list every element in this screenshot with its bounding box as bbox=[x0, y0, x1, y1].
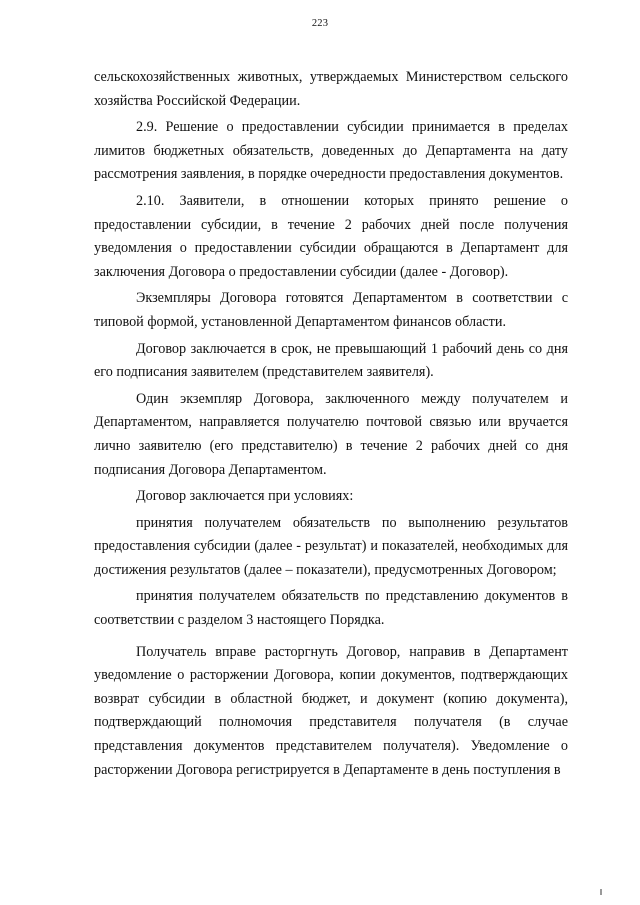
paragraph: сельскохозяйственных животных, утверждаемых Министерством сельского хозяйства Российской Федерации. bbox=[94, 69, 568, 109]
page-number: 223 bbox=[311, 18, 329, 29]
paragraph: Договор заключается при условиях: bbox=[136, 488, 354, 505]
paragraph: принятия получателем обязательств по представлению документов в соответствии с разделом 3 настоящего Порядка. bbox=[94, 588, 568, 629]
paragraph: Экземпляры Договора готовятся Департаментом в соответствии с типовой формой, установленной Департаментом финансов области. bbox=[94, 290, 568, 330]
paragraph: принятия получателем обязательств по выполнению результатов предоставления субсидии (далее - результат) и показателей, необходимых для достижения результатов (далее – показатели), предусмотренных Договором; bbox=[94, 514, 568, 578]
paragraph: 2.9. Решение о предоставлении субсидии принимается в пределах лимитов бюджетных обязательств, доведенных до Департамента на дату рассмотрения заявления, в порядке очередности предоставления документов. bbox=[94, 119, 568, 183]
paragraph: Получатель вправе расторгнуть Договор, направив в Департамент уведомление о расторжении Договора, копии документов, подтверждающих возврат субсидии в областной бюджет, и документ (копию документа), подтверждающий полномочия представителя получателя (в случае представления документов представителем получателя). Уведомление о расторжении Договора регистрируется в Департаменте в день поступления в bbox=[94, 643, 568, 778]
scan-mark bbox=[600, 889, 602, 895]
paragraph: 2.10. Заявители, в отношении которых принято решение о предоставлении субсидии, в течение 2 рабочих дней после получения уведомления о предоставлении субсидии обращаются в Департамент для заключения Договора о предоставлении субсидии (далее - Договор). bbox=[94, 192, 568, 280]
paragraph: Один экземпляр Договора, заключенного между получателем и Департаментом, направляется получателю почтовой связью или вручается лично заявителю (его представителю) в течение 2 рабочих дней со дня подписания Договора Департаментом. bbox=[94, 390, 568, 478]
document-body bbox=[94, 66, 568, 782]
paragraph: Договор заключается в срок, не превышающий 1 рабочий день со дня его подписания заявителем (представителем заявителя). bbox=[94, 340, 568, 381]
